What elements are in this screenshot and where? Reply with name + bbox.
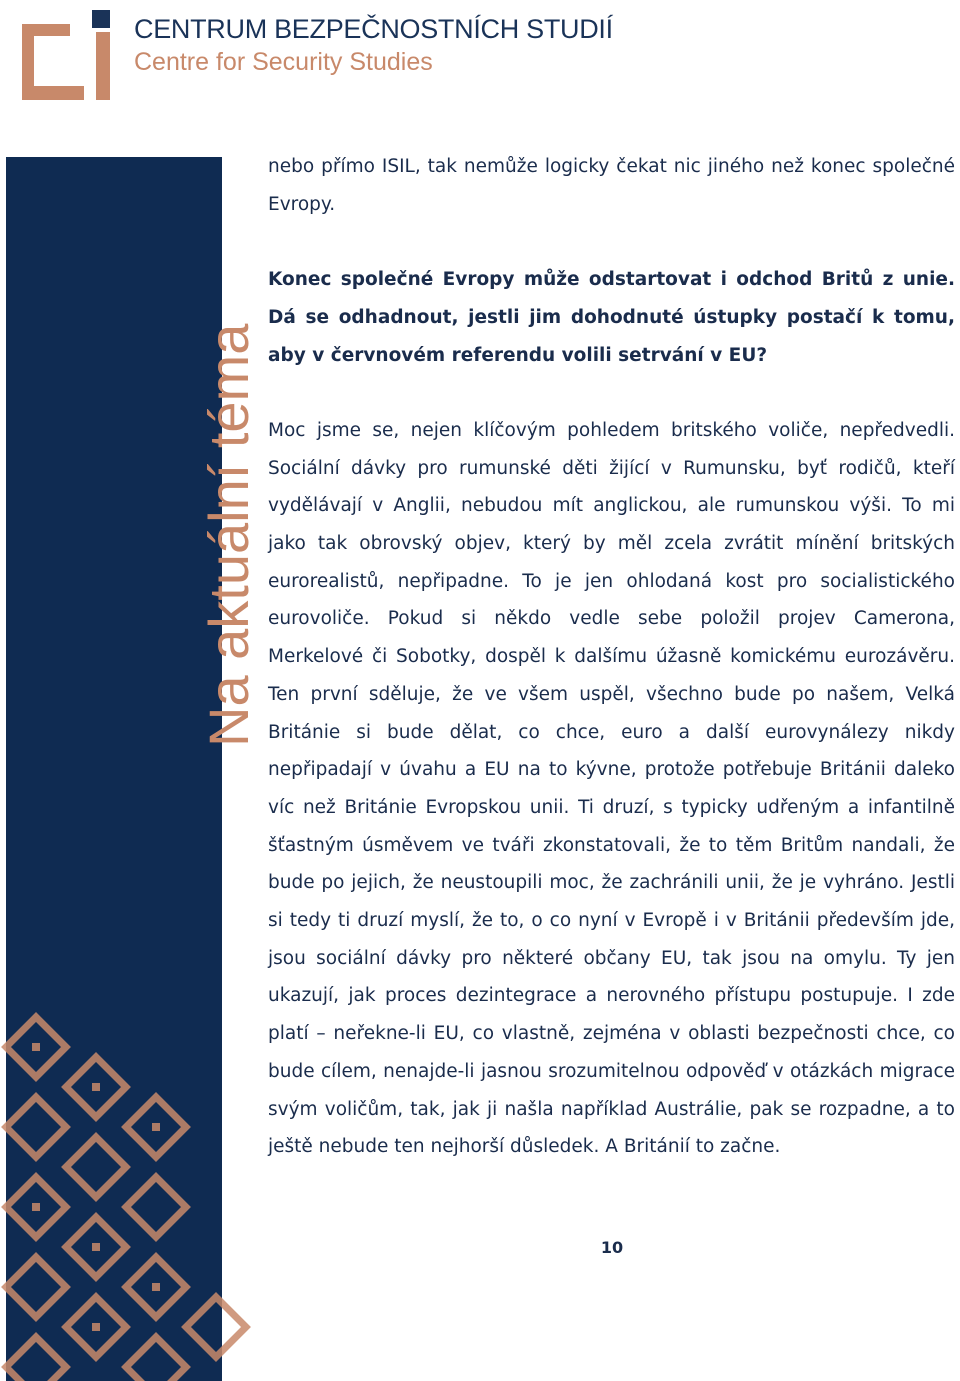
interview-answer: Moc jsme se, nejen klíčovým pohledem britského voliče, nepředvedli. Sociální dávky pro rumunské děti žijící v Rumunsku, byť rodičů, kteří vydělávají v Anglii, nebudou mít anglickou, ale rumunskou výši. To mi jako tak obrovský objev, který by měl zcela zvrátit mínění britských eurorealistů, nepřipadne. To je jen ohlodaná kost pro socialistického eurovoliče. Pokud si někdo vedle sebe položil projev Camerona, Merkelové či Sobotky, dospěl k dalšímu úžasně komickému eurozávěru. Ten první sděluje, že ve všem uspěl, všechno bude po našem, Velká Británie si bude dělat, co chce, euro a další eurovynálezy nikdy nepřipadají v úvahu a EU na to kývne, protože potřebuje Británii daleko víc než Británie Evropskou unii. Ti druzí, s typicky udřeným a infantilně šťastným úsměvem ve tváři zkonstatovali, že to těm Britům nandali, že bude po jejich, že neustoupili moc, že zachránili unii, že je vyhráno. Jestli si tedy ti druzí myslí, že to, o co nyní v Evropě i v Británii především jde, jsou sociální dávky pro některé občany EU, tak jsou na omylu. Ty jen ukazují, jak proces dezintegrace a nerovného přístupu postupuje. I zde platí – neřekne-li EU, co vlastně, zejména v oblasti bezpečnosti chce, co bude cílem, nenajde-li jasnou srozumitelnou odpověď v otázkách migrace svým voličům, tak, jak ji našla například Austrálie, pak se rozpadne, a to ještě nebude ten nejhorší důsledek. A Británií to začne. [268,419,955,1158]
section-title: Na aktuální téma [197,323,260,747]
paragraph-intro: nebo přímo ISIL, tak nemůže logicky čekat nic jiného než konec společné Evropy. [268,156,955,215]
article-body [268,148,955,1166]
interview-question: Konec společné Evropy může odstartovat i odchod Britů z unie. Dá se odhadnout, jestli jim dohodnuté ústupky postačí k tomu, aby v červnovém referendu volili setrvání v EU? [268,269,955,366]
ornament-pattern-icon [6,997,222,1381]
org-name-cz: CENTRUM BEZPEČNOSTNÍCH STUDIÍ [134,14,613,44]
logo-mark-icon [22,10,110,100]
page-number: 10 [600,1238,624,1257]
org-name-en: Centre for Security Studies [134,48,433,76]
sidebar [6,157,260,1381]
